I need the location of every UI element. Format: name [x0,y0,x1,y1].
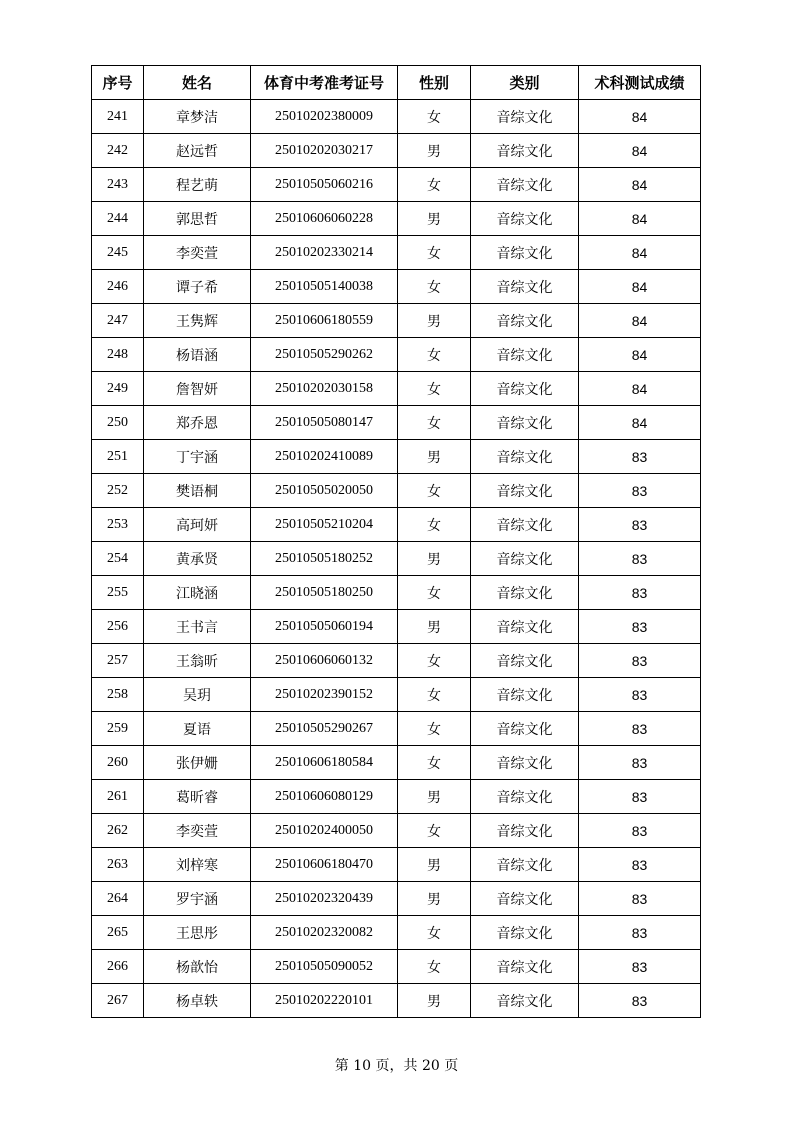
name-cell: 詹智妍 [144,372,251,406]
exam-id-cell: 25010606060132 [251,644,398,678]
gender-cell: 男 [398,780,471,814]
gender-cell: 男 [398,440,471,474]
gender-cell: 女 [398,270,471,304]
score-cell: 84 [579,168,701,202]
serial-number-cell: 251 [92,440,144,474]
exam-id-cell: 25010505290262 [251,338,398,372]
table-row [92,406,701,440]
exam-id-cell: 25010202030217 [251,134,398,168]
gender-cell: 男 [398,542,471,576]
name-cell: 王翁昕 [144,644,251,678]
serial-number-cell: 242 [92,134,144,168]
score-cell: 83 [579,576,701,610]
score-cell: 83 [579,440,701,474]
table-row [92,474,701,508]
serial-number-cell: 265 [92,916,144,950]
exam-id-cell: 25010505060216 [251,168,398,202]
page-number: 第 10 页，共 20 页 [334,1058,459,1074]
header-gender: 性别 [398,66,471,100]
score-cell: 83 [579,508,701,542]
name-cell: 李奕萱 [144,814,251,848]
table-body [92,100,701,1018]
name-cell: 章梦洁 [144,100,251,134]
category-cell: 音综文化 [471,270,579,304]
table-row [92,440,701,474]
name-cell: 李奕萱 [144,236,251,270]
gender-cell: 女 [398,678,471,712]
gender-cell: 男 [398,610,471,644]
serial-number-cell: 249 [92,372,144,406]
exam-id-cell: 25010606180584 [251,746,398,780]
score-cell: 83 [579,678,701,712]
category-cell: 音综文化 [471,746,579,780]
name-cell: 王隽辉 [144,304,251,338]
category-cell: 音综文化 [471,338,579,372]
category-cell: 音综文化 [471,236,579,270]
name-cell: 高珂妍 [144,508,251,542]
table-row [92,168,701,202]
category-cell: 音综文化 [471,202,579,236]
name-cell: 丁宇涵 [144,440,251,474]
score-cell: 83 [579,882,701,916]
serial-number-cell: 248 [92,338,144,372]
serial-number-cell: 263 [92,848,144,882]
category-cell: 音综文化 [471,984,579,1018]
header-row [92,66,701,100]
exam-id-cell: 25010505020050 [251,474,398,508]
name-cell: 程艺萌 [144,168,251,202]
serial-number-cell: 264 [92,882,144,916]
table-row [92,814,701,848]
category-cell: 音综文化 [471,134,579,168]
score-cell: 84 [579,304,701,338]
table-row [92,270,701,304]
gender-cell: 女 [398,236,471,270]
exam-id-cell: 25010202390152 [251,678,398,712]
score-cell: 83 [579,712,701,746]
category-cell: 音综文化 [471,372,579,406]
header-test-score: 术科测试成绩 [579,66,701,100]
serial-number-cell: 255 [92,576,144,610]
gender-cell: 女 [398,916,471,950]
name-cell: 谭子希 [144,270,251,304]
exam-id-cell: 25010606180470 [251,848,398,882]
category-cell: 音综文化 [471,168,579,202]
name-cell: 黄承贤 [144,542,251,576]
name-cell: 赵远哲 [144,134,251,168]
gender-cell: 女 [398,746,471,780]
serial-number-cell: 266 [92,950,144,984]
score-cell: 83 [579,780,701,814]
table-header [92,66,701,100]
category-cell: 音综文化 [471,678,579,712]
name-cell: 葛昕睿 [144,780,251,814]
name-cell: 张伊姗 [144,746,251,780]
exam-id-cell: 25010505080147 [251,406,398,440]
table-row [92,304,701,338]
name-cell: 王思彤 [144,916,251,950]
gender-cell: 男 [398,848,471,882]
table-row [92,950,701,984]
score-cell: 84 [579,406,701,440]
table-row [92,780,701,814]
category-cell: 音综文化 [471,950,579,984]
name-cell: 杨语涵 [144,338,251,372]
exam-id-cell: 25010606060228 [251,202,398,236]
gender-cell: 女 [398,644,471,678]
name-cell: 吴玥 [144,678,251,712]
score-cell: 83 [579,474,701,508]
exam-id-cell: 25010505090052 [251,950,398,984]
serial-number-cell: 245 [92,236,144,270]
name-cell: 杨歆怡 [144,950,251,984]
exam-id-cell: 25010202330214 [251,236,398,270]
category-cell: 音综文化 [471,780,579,814]
score-cell: 84 [579,202,701,236]
table-row [92,712,701,746]
exam-id-cell: 25010202400050 [251,814,398,848]
gender-cell: 女 [398,474,471,508]
score-cell: 84 [579,372,701,406]
score-cell: 84 [579,100,701,134]
exam-id-cell: 25010505180252 [251,542,398,576]
table-row [92,236,701,270]
gender-cell: 女 [398,814,471,848]
exam-id-cell: 25010202030158 [251,372,398,406]
category-cell: 音综文化 [471,814,579,848]
name-cell: 罗宇涵 [144,882,251,916]
score-cell: 83 [579,984,701,1018]
serial-number-cell: 247 [92,304,144,338]
table-row [92,372,701,406]
serial-number-cell: 259 [92,712,144,746]
gender-cell: 男 [398,984,471,1018]
score-cell: 83 [579,950,701,984]
score-table [91,65,701,1018]
exam-id-cell: 25010202320082 [251,916,398,950]
gender-cell: 男 [398,134,471,168]
category-cell: 音综文化 [471,848,579,882]
serial-number-cell: 250 [92,406,144,440]
category-cell: 音综文化 [471,712,579,746]
category-cell: 音综文化 [471,542,579,576]
score-cell: 84 [579,236,701,270]
score-cell: 83 [579,916,701,950]
serial-number-cell: 260 [92,746,144,780]
name-cell: 夏语 [144,712,251,746]
serial-number-cell: 262 [92,814,144,848]
exam-id-cell: 25010202380009 [251,100,398,134]
table-row [92,338,701,372]
table-row [92,882,701,916]
serial-number-cell: 258 [92,678,144,712]
name-cell: 樊语桐 [144,474,251,508]
score-cell: 84 [579,270,701,304]
table-row [92,576,701,610]
category-cell: 音综文化 [471,406,579,440]
gender-cell: 男 [398,882,471,916]
serial-number-cell: 244 [92,202,144,236]
category-cell: 音综文化 [471,474,579,508]
category-cell: 音综文化 [471,304,579,338]
exam-id-cell: 25010505180250 [251,576,398,610]
header-name: 姓名 [144,66,251,100]
exam-id-cell: 25010606080129 [251,780,398,814]
gender-cell: 女 [398,100,471,134]
score-cell: 83 [579,610,701,644]
table-row [92,202,701,236]
category-cell: 音综文化 [471,576,579,610]
exam-id-cell: 25010606180559 [251,304,398,338]
table-row [92,610,701,644]
table-row [92,746,701,780]
serial-number-cell: 256 [92,610,144,644]
table-row [92,848,701,882]
table-row [92,916,701,950]
serial-number-cell: 257 [92,644,144,678]
exam-id-cell: 25010202220101 [251,984,398,1018]
gender-cell: 女 [398,712,471,746]
category-cell: 音综文化 [471,882,579,916]
exam-id-cell: 25010505060194 [251,610,398,644]
name-cell: 王书言 [144,610,251,644]
score-cell: 83 [579,746,701,780]
serial-number-cell: 243 [92,168,144,202]
category-cell: 音综文化 [471,610,579,644]
table-row [92,678,701,712]
serial-number-cell: 253 [92,508,144,542]
gender-cell: 女 [398,338,471,372]
serial-number-cell: 254 [92,542,144,576]
table-row [92,984,701,1018]
exam-id-cell: 25010202320439 [251,882,398,916]
gender-cell: 女 [398,406,471,440]
score-cell: 83 [579,814,701,848]
serial-number-cell: 241 [92,100,144,134]
score-cell: 84 [579,134,701,168]
serial-number-cell: 267 [92,984,144,1018]
name-cell: 刘梓寒 [144,848,251,882]
gender-cell: 男 [398,304,471,338]
gender-cell: 女 [398,372,471,406]
exam-id-cell: 25010202410089 [251,440,398,474]
serial-number-cell: 246 [92,270,144,304]
category-cell: 音综文化 [471,100,579,134]
category-cell: 音综文化 [471,508,579,542]
score-cell: 83 [579,542,701,576]
gender-cell: 女 [398,168,471,202]
table-row [92,508,701,542]
exam-id-cell: 25010505210204 [251,508,398,542]
exam-id-cell: 25010505290267 [251,712,398,746]
header-category: 类别 [471,66,579,100]
gender-cell: 男 [398,202,471,236]
name-cell: 杨卓轶 [144,984,251,1018]
category-cell: 音综文化 [471,440,579,474]
table-row [92,100,701,134]
score-cell: 83 [579,848,701,882]
serial-number-cell: 252 [92,474,144,508]
table-row [92,134,701,168]
name-cell: 郭思哲 [144,202,251,236]
gender-cell: 女 [398,576,471,610]
table-row [92,542,701,576]
category-cell: 音综文化 [471,916,579,950]
category-cell: 音综文化 [471,644,579,678]
table-row [92,644,701,678]
gender-cell: 女 [398,950,471,984]
gender-cell: 女 [398,508,471,542]
header-exam-id: 体育中考准考证号 [251,66,398,100]
score-cell: 83 [579,644,701,678]
name-cell: 江晓涵 [144,576,251,610]
header-serial-number: 序号 [92,66,144,100]
exam-id-cell: 25010505140038 [251,270,398,304]
serial-number-cell: 261 [92,780,144,814]
score-cell: 84 [579,338,701,372]
name-cell: 郑乔恩 [144,406,251,440]
